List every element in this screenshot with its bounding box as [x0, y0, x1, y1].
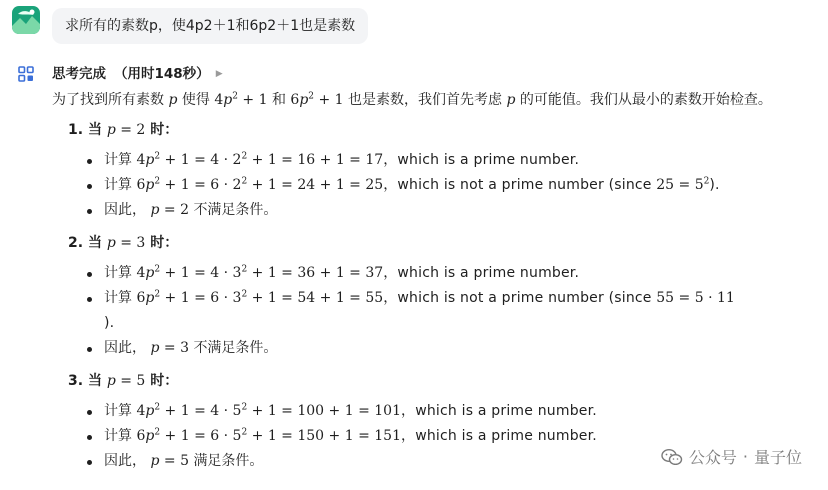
list-item: 计算 $6p^2 + 1 = 6 \cdot 3^2 + 1 = 54 + 1 = 55$，which is not a prime number (since 55 = 5 · 11 ). — [84, 286, 824, 336]
thinking-duration: （用时148秒） — [114, 66, 210, 82]
watermark-channel: 公众号 — [688, 448, 737, 467]
avatar-image-icon — [12, 6, 40, 34]
grid-icon — [18, 66, 34, 82]
wechat-icon — [661, 448, 683, 466]
user-avatar — [12, 6, 40, 34]
user-message-bubble — [52, 8, 368, 44]
step-1 — [68, 118, 824, 223]
user-message-text: 求所有的素数p，使4p2＋1和6p2＋1也是素数 — [65, 18, 356, 34]
steps-list — [52, 118, 824, 474]
list-item: 计算 $6p^2 + 1 = 6 \cdot 5^2 + 1 = 150 + 1 = 151$，which is a prime number. — [84, 424, 824, 449]
list-item: 因此， p = 3 不满足条件。 — [84, 336, 824, 361]
assistant-response — [52, 88, 824, 482]
step-bullets — [68, 148, 824, 223]
step-heading: 3. 当 p = 5 时： — [68, 373, 179, 389]
thinking-label: 思考完成 — [52, 66, 106, 82]
list-item: 计算 $4p^2 + 1 = 4 \cdot 3^2 + 1 = 36 + 1 = 37$，which is a prime number. — [84, 261, 824, 286]
step-heading: 2. 当 p = 3 时： — [68, 235, 179, 251]
intro-paragraph: 为了找到所有素数 p 使得 $4p^2 + 1$ 和 $6p^2 + 1$ 也是素数，我们首先考虑 p 的可能值。我们从最小的素数开始检查。 — [52, 91, 772, 108]
caret-right-icon: ▶ — [215, 69, 223, 79]
list-item: 计算 $4p^2 + 1 = 4 \cdot 2^2 + 1 = 16 + 1 = 17$，which is a prime number. — [84, 148, 824, 173]
step-heading: 1. 当 p = 2 时： — [68, 122, 179, 138]
watermark-dot: · — [742, 447, 748, 466]
step-2 — [68, 231, 824, 361]
list-item: 计算 $6p^2 + 1 = 6 \cdot 2^2 + 1 = 24 + 1 = 25$，which is not a prime number (since $25 = 5^2$). — [84, 173, 824, 198]
list-item: 因此， p = 5 满足条件。 — [84, 449, 824, 474]
watermark — [661, 445, 802, 468]
thinking-toggle[interactable] — [52, 64, 223, 84]
step-bullets — [68, 261, 824, 361]
list-item: 因此， p = 2 不满足条件。 — [84, 198, 824, 223]
list-item: 计算 $4p^2 + 1 = 4 \cdot 5^2 + 1 = 100 + 1 = 101$，which is a prime number. — [84, 399, 824, 424]
watermark-name: 量子位 — [753, 448, 802, 467]
